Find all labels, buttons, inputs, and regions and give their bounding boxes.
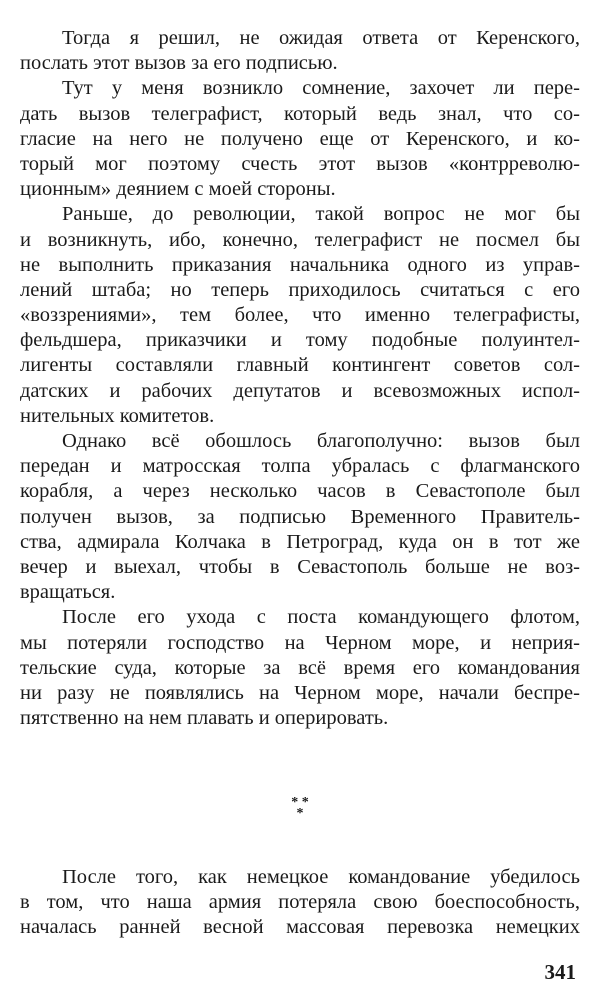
text-line: Тут у меня возникло сомнение, захочет ли пере- xyxy=(62,77,580,100)
text-line: Тогда я решил, не ожидая ответа от Керенского, xyxy=(62,27,580,49)
paragraph-2 xyxy=(20,76,580,202)
text-line: вечер и выехал, чтобы в Севастополь больше не воз- xyxy=(20,555,580,578)
text-line: началась ранней весной массовая перевозка немецких xyxy=(20,916,580,939)
text-line: и возникнуть, ибо, конечно, телеграфист не посмел бы xyxy=(20,228,580,251)
text-line: мы потеряли господство на Черном море, и неприя- xyxy=(20,631,580,654)
text-line: Однако всё обошлось благополучно: вызов был xyxy=(62,430,580,452)
text-line: корабля, а через несколько часов в Севастополе был xyxy=(20,480,580,503)
asterism-top: * * xyxy=(291,795,309,810)
paragraph-5 xyxy=(20,605,580,731)
text-line: После того, как немецкое командование убедилось xyxy=(62,866,580,888)
text-line: послать этот вызов за его подписью. xyxy=(20,52,338,75)
page-text-block xyxy=(20,26,580,731)
text-line: гласие на него не получено еще от Керенского, и ко- xyxy=(20,127,580,150)
text-line: После его ухода с поста командующего флотом, xyxy=(62,606,580,629)
text-line: пятственно на нем плавать и оперировать. xyxy=(20,707,389,730)
page-text-block-after-break xyxy=(20,865,580,941)
text-line: ства, адмирала Колчака в Петроград, куда он в тот же xyxy=(20,530,580,553)
text-line: «воззрениями», тем более, что именно телеграфисты, xyxy=(20,304,580,327)
text-line: лений штаба; но теперь приходилось считаться с его xyxy=(20,278,580,301)
asterism-bottom: * xyxy=(296,806,304,821)
text-line: не выполнить приказания начальника одного из управ- xyxy=(20,253,580,276)
text-line: Раньше, до революции, такой вопрос не мог бы xyxy=(62,203,580,226)
section-break-asterism xyxy=(0,797,600,819)
text-line: лигенты составляли главный контингент советов сол- xyxy=(20,354,580,377)
text-line: фельдшера, приказчики и тому подобные полуинтел- xyxy=(20,329,580,352)
text-line: ционным» деянием с моей стороны. xyxy=(20,178,336,201)
text-line: передан и матросская толпа убралась с флагманского xyxy=(20,455,580,478)
text-line: торый мог поэтому счесть этот вызов «контрреволю- xyxy=(20,152,580,175)
text-line: вращаться. xyxy=(20,581,116,604)
page-number: 341 xyxy=(544,960,576,984)
text-line: дать вызов телеграфист, который ведь знал, что со- xyxy=(20,102,580,125)
text-line: ни разу не появлялись на Черном море, начали беспре- xyxy=(20,681,580,704)
text-line: датских и рабочих депутатов и всевозможных испол- xyxy=(20,379,580,402)
paragraph-6 xyxy=(20,865,580,941)
paragraph-3 xyxy=(20,202,580,429)
text-line: нительных комитетов. xyxy=(20,404,215,427)
paragraph-4 xyxy=(20,429,580,605)
text-line: получен вызов, за подписью Временного Правитель- xyxy=(20,505,580,528)
text-line: в том, что наша армия потеряла свою боеспособность, xyxy=(20,891,580,914)
paragraph-1 xyxy=(20,26,580,76)
text-line: тельские суда, которые за всё время его командования xyxy=(20,656,580,679)
